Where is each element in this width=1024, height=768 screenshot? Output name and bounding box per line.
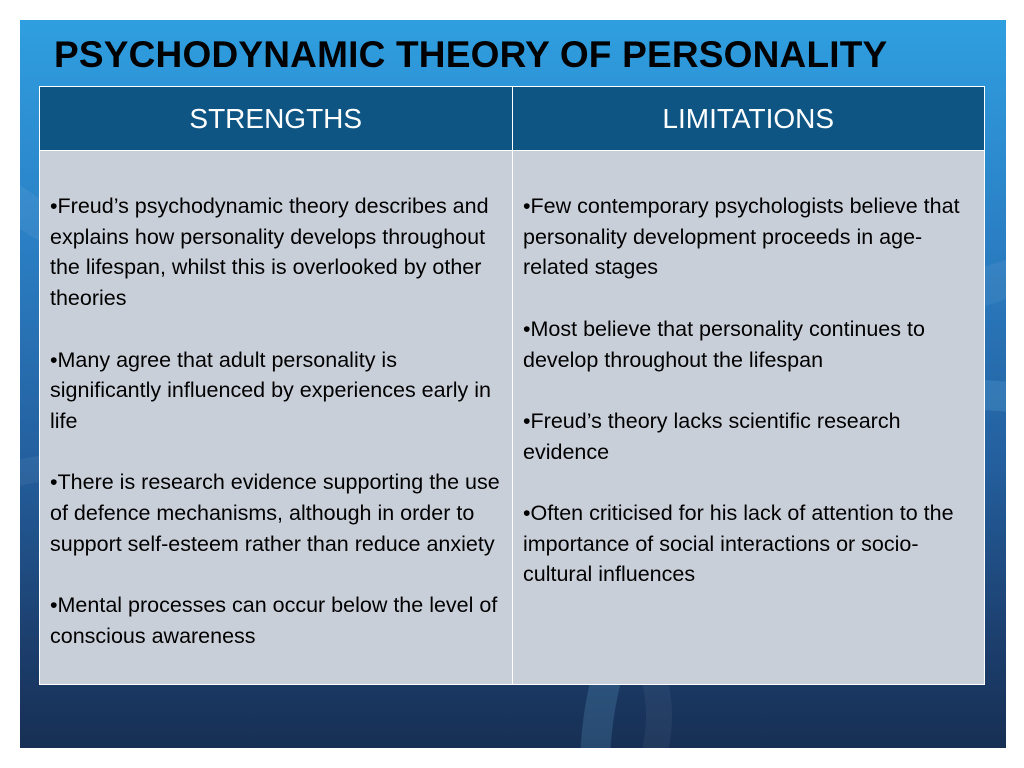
- table-header-row: [40, 87, 984, 151]
- strength-point: •Mental processes can occur below the level of conscious awareness: [50, 593, 498, 648]
- slide: [20, 20, 1006, 748]
- limitation-point: •Often criticised for his lack of attention to the importance of social interactions or socio-cultural influences: [523, 500, 954, 587]
- limitation-point: •Most believe that personality continues to develop throughout the lifespan: [523, 316, 925, 372]
- strength-point: •There is research evidence supporting the use of defence mechanisms, although in order to support self-esteem rather than reduce anxiety: [50, 470, 500, 556]
- limitation-point: •Few contemporary psychologists believe that personality development proceeds in age-related stages: [523, 194, 960, 280]
- header-strengths: STRENGTHS: [189, 102, 363, 134]
- strength-point: •Many agree that adult personality is significantly influenced by experiences early in life: [50, 347, 491, 433]
- limitation-point: •Freud’s theory lacks scientific research evidence: [523, 408, 901, 464]
- strength-point: •Freud’s psychodynamic theory describes and explains how personality develops throughout the lifespan, whilst this is overlooked by other theories: [50, 194, 489, 311]
- table-body-row: [40, 151, 984, 684]
- comparison-table: [39, 86, 985, 685]
- slide-title: PSYCHODYNAMIC THEORY OF PERSONALITY: [54, 34, 888, 75]
- limitations-column: [512, 151, 984, 684]
- strengths-column: [40, 151, 512, 684]
- header-limitations: LIMITATIONS: [512, 87, 985, 150]
